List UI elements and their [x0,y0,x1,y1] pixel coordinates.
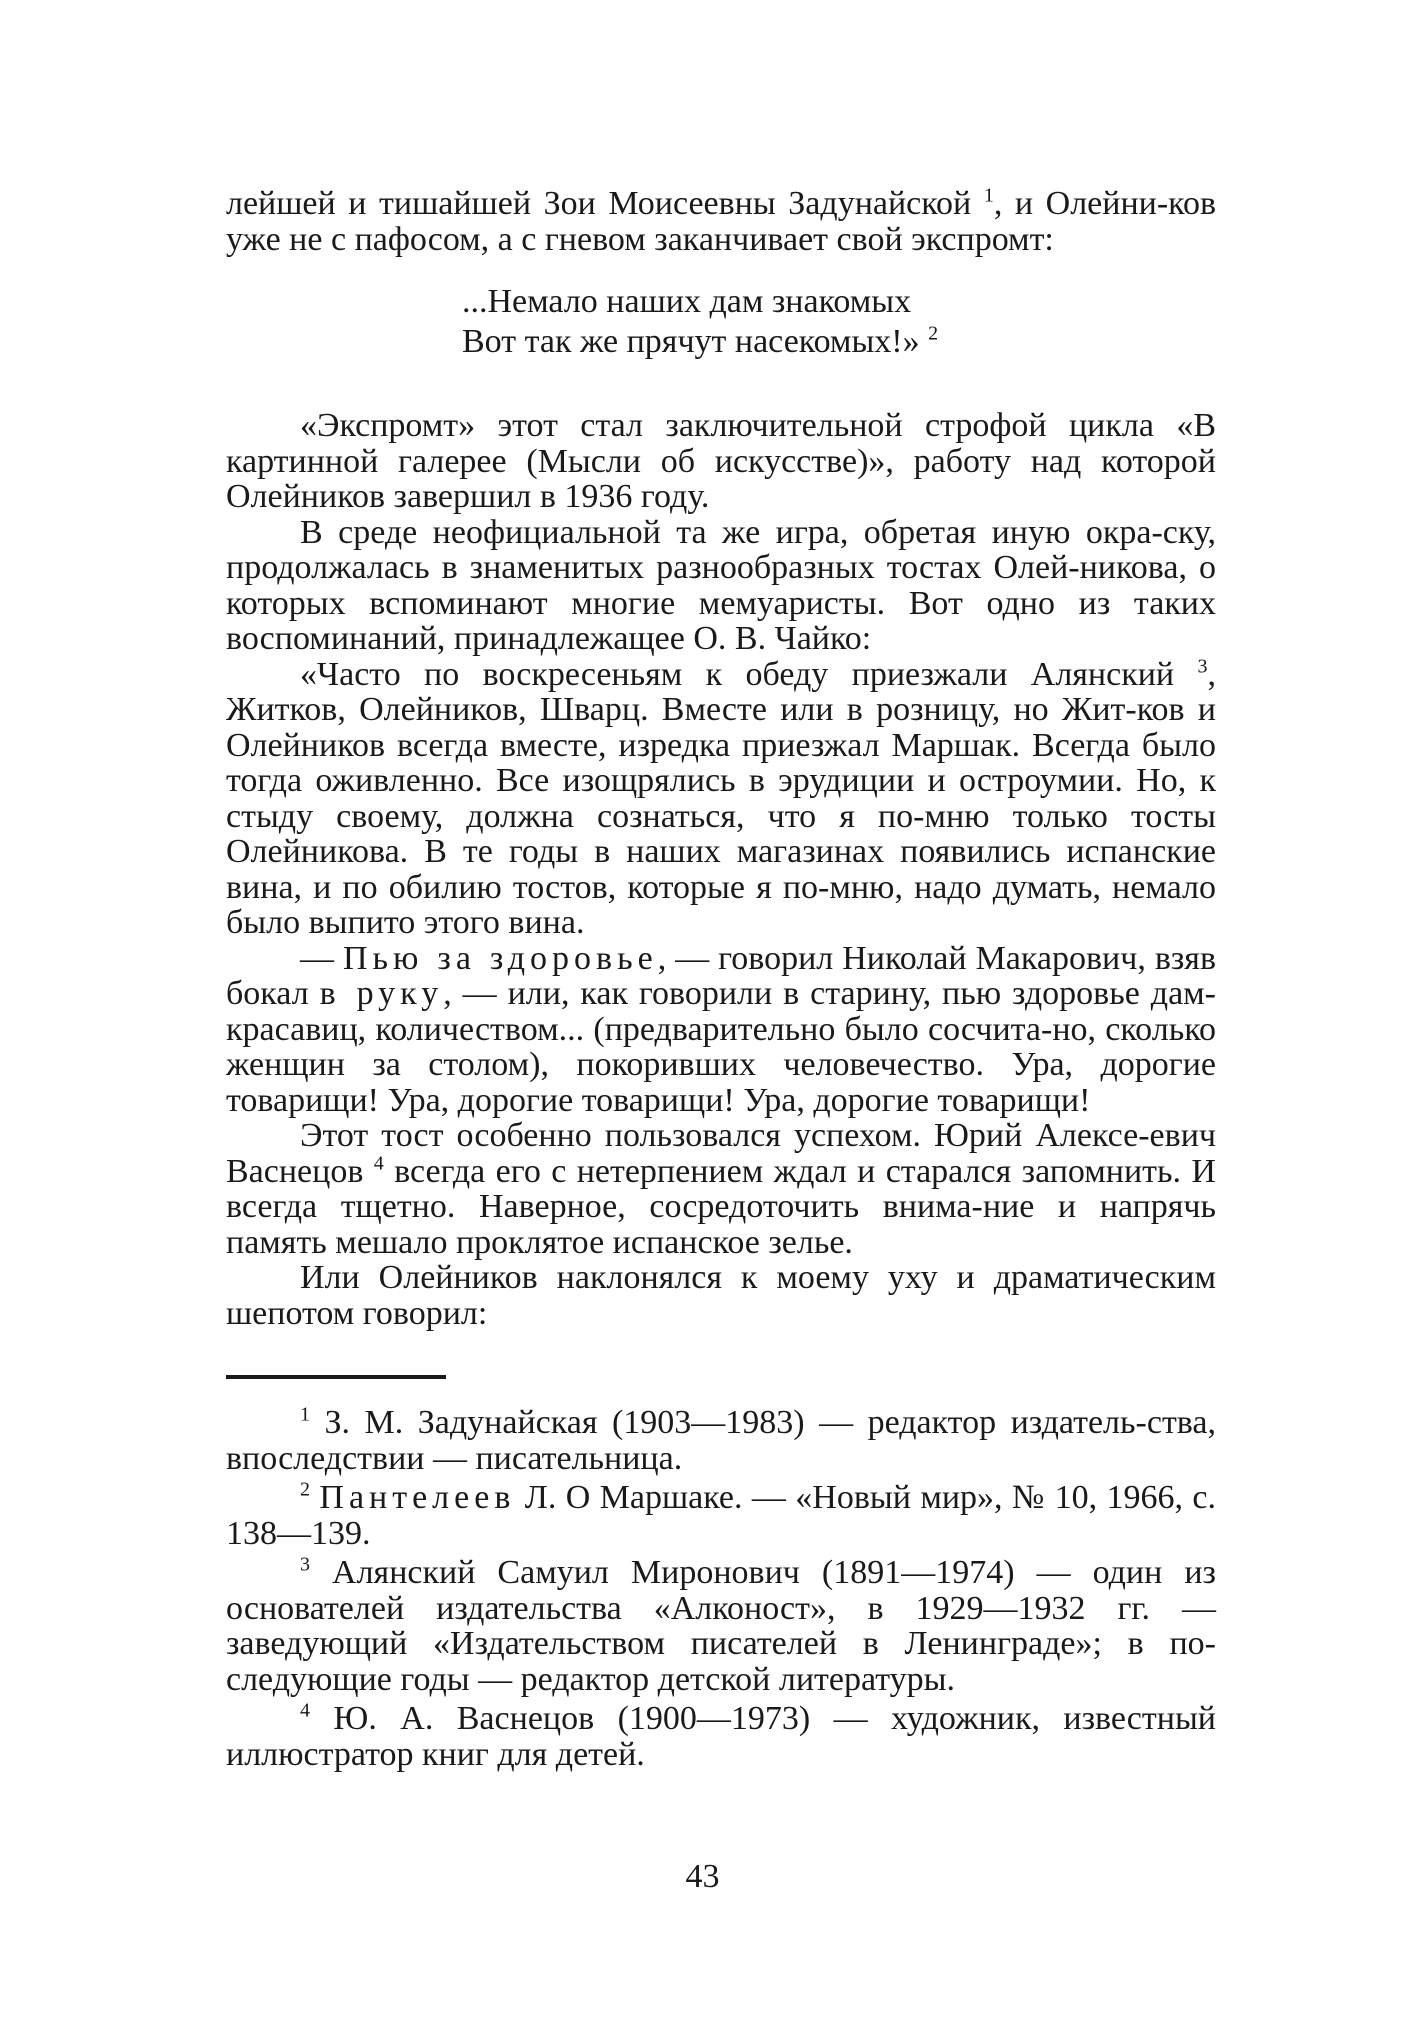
paragraph-vasnetsov [226,1118,1216,1260]
footnote-divider [226,1375,446,1379]
paragraph-whisper: Или Олейников наклонялся к моему уху и драматическим шепотом говорил: [226,1259,1216,1332]
footnote-number: 3 [300,1553,310,1576]
footnote-text: З. М. Задунайская (1903—1983) — редактор издатель-ства, впоследствии — писательница. [226,1404,1216,1477]
spaced-emphasis: Пью за здоровье [342,939,658,977]
footnote-text: Алянский Самуил Миронович (1891—1974) — один из основателей издательства «Алконост», в 1929—1932 гг. — заведующий «Издательством писателей в Ленинграде»; в по-следующие годы — редактор детской литературы. [226,1554,1216,1698]
paragraph-opening [226,186,1216,257]
spaced-emphasis: в руку [319,975,444,1012]
footnote-1 [226,1405,1216,1476]
poem-line-1: ...Немало наших дам знакомых [462,283,912,320]
text-run: всегда его с нетерпением ждал и старался запомнить. И всегда тщетно. Наверное, сосредоточить внима-ние и напрячь память мешало проклятое испанское зелье. [226,1152,1216,1261]
footnote-number: 4 [300,1699,310,1722]
footnote-ref-4[interactable]: 4 [373,1152,384,1175]
paragraph-toasts: В среде неофициальной та же игра, обретая иную окра-ску, продолжалась в знаменитых разнообразных тостах Олей-никова, о которых вспоминают многие мемуаристы. Вот одно из таких воспоминаний, принадлежащее О. В. Чайко: [226,513,1216,657]
footnote-4 [226,1701,1216,1772]
spaced-emphasis: Пантелеев [319,1479,516,1516]
text-run: Вот так же прячут насекомых!» [462,323,920,360]
paragraph-memoir [226,657,1216,941]
paragraph-toast-speech [226,941,1216,1119]
text-run: , — говорил Николай Макарович, взяв бокал [226,939,1216,1012]
poem-line-2 [462,322,1216,362]
text-run: , и Олейни-ков уже не с пафосом, а с гневом заканчивает свой экспромт: [226,185,1217,258]
text-run: — [300,939,343,977]
text-run: «Часто по воскресеньям к обеду приезжали Алянский [300,655,1198,693]
text-run: лейшей и тишайшей Зои Моисеевны Задунайской [226,185,984,222]
page-content [226,186,1216,1772]
paragraph-expromt: «Экспромт» этот стал заключительной строфой цикла «В картинной галерее (Мысли об искусстве)», работу над которой Олейников завершил в 1936 году. [226,407,1216,515]
poem-quote [462,282,1216,362]
footnote-ref-3[interactable]: 3 [1197,655,1208,678]
text-run: , Житков, Олейников, Шварц. Вместе или в розницу, но Жит-ков и Олейников всегда вместе, изредка приезжал Маршак. Всегда было тогда оживленно. Все изощрялись в эрудиции и остроумии. Но, к стыду своему, должна сознаться, что я по-мню только тосты Олейникова. В те годы в наших магазинах появились испанские вина, и по обилию тостов, которые я по-мню, надо думать, немало было выпито этого вина. [226,655,1216,941]
footnote-number: 1 [300,1403,310,1426]
footnote-3 [226,1555,1216,1697]
footnote-text: Ю. А. Васнецов (1900—1973) — художник, известный иллюстратор книг для детей. [226,1700,1216,1773]
footnote-2 [226,1480,1216,1551]
footnote-ref-1[interactable]: 1 [983,184,994,207]
text-run: , — или, как говорили в старину, пью здоровье дам-красавиц, количеством... (предварительно было сосчита-но, сколько женщин за столом), покоривших человечество. Ура, дорогие товарищи! Ура, дорогие товарищи! Ура, дорогие товарищи! [226,975,1216,1119]
footnote-number: 2 [300,1478,310,1501]
text-run: Этот тост особенно пользовался успехом. Юрий Алексе-евич Васнецов [226,1117,1216,1190]
page-number: 43 [685,1858,720,1895]
footnote-ref-2[interactable]: 2 [928,322,939,345]
footnote-text: Л. О Маршаке. — «Новый мир», № 10, 1966, с. 138—139. [226,1479,1217,1552]
